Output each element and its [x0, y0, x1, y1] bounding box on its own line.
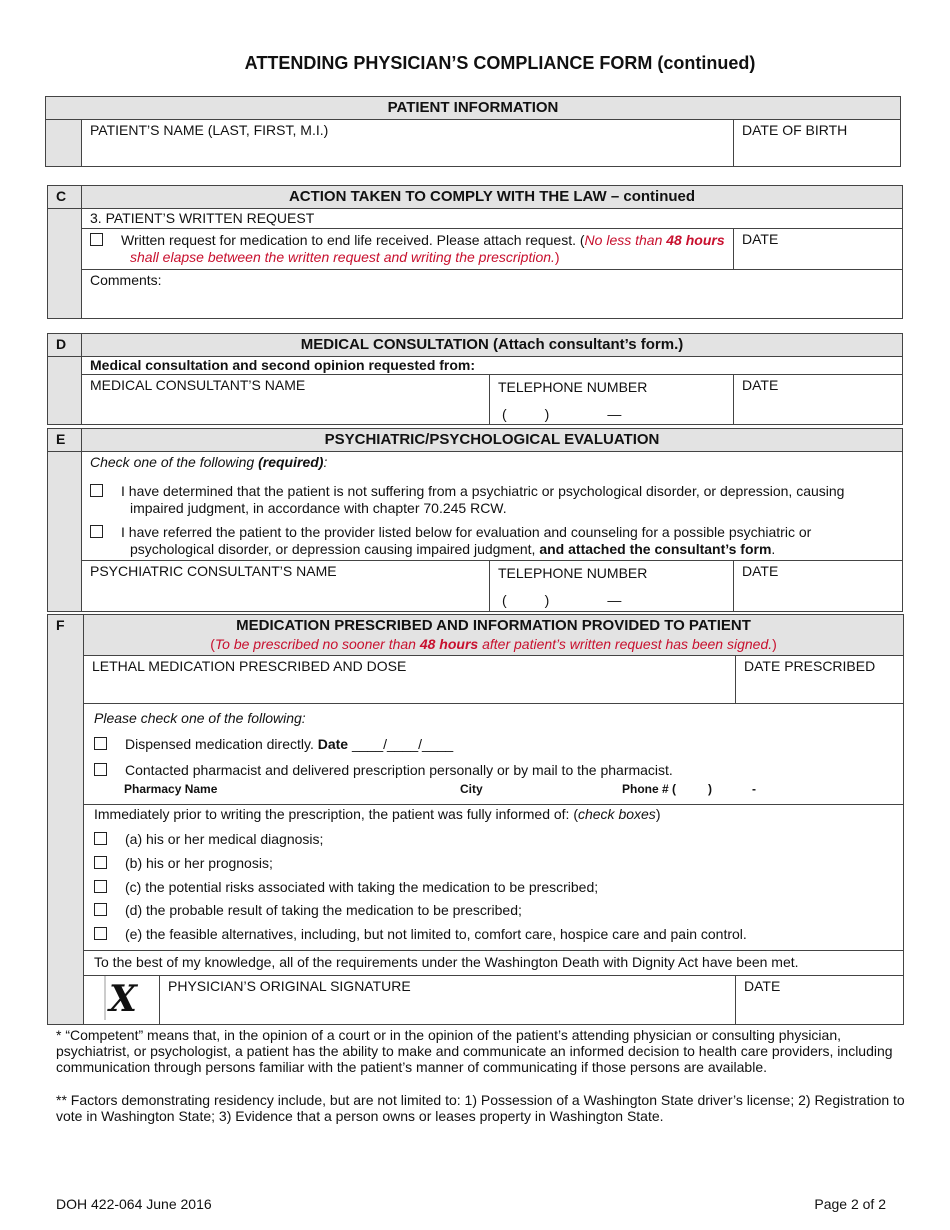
signature-mark-cell [84, 976, 160, 1025]
section-f-subtitle: (To be prescribed no sooner than 48 hours after patient’s written request has been signed.) [210, 636, 777, 652]
informed-item: (c) the potential risks associated with taking the medication to be prescribed; [94, 879, 893, 896]
psychiatric-consultant-date-field[interactable] [734, 560, 903, 611]
date-of-birth-label: DATE OF BIRTH [742, 122, 848, 138]
not-suffering-checkbox[interactable] [90, 484, 103, 497]
informed-item: (b) his or her prognosis; [94, 855, 893, 872]
psychiatric-consultant-phone-field[interactable] [490, 560, 734, 611]
date-label: DATE [744, 978, 781, 995]
date-label: DATE [742, 230, 779, 247]
referred-text: I have referred the patient to the provider listed below for evaluation and counseling for a possible psychiatric or psychological disorder, or depression causing impaired judgment, and attached the consultant’s form. [121, 524, 812, 558]
dispensed-checkbox[interactable] [94, 737, 107, 750]
pharmacy-phone-close: ) [708, 782, 712, 797]
section-spacer [48, 452, 82, 612]
physician-signature-field[interactable] [160, 976, 736, 1025]
evaluation-instruction: Check one of the following (required): [90, 454, 328, 470]
informed-item: (e) the feasible alternatives, including, but not limited to, comfort care, hospice care and pain control. [94, 926, 893, 943]
patient-name-field[interactable] [82, 120, 734, 167]
written-request-checkbox[interactable] [90, 233, 103, 246]
telephone-template: ( ) — [502, 405, 622, 422]
section-f-title: MEDICATION PRESCRIBED AND INFORMATION PROVIDED TO PATIENT [236, 617, 751, 634]
referred-checkbox[interactable] [90, 525, 103, 538]
medical-consultant-name-label: MEDICAL CONSULTANT’S NAME [90, 376, 306, 393]
page-title: ATTENDING PHYSICIAN’S COMPLIANCE FORM (continued) [244, 53, 756, 73]
attestation: To the best of my knowledge, all of the requirements under the Washington Death with Dignity Act have been met. [84, 951, 904, 976]
competent-note: * “Competent” means that, in the opinion of a court or in the opinion of the patient’s attending physician or consulting physician, psychiatrist, or psychologist, a patient has the ability to make and communicate an informed decision to health care providers, including communication through persons familiar with the patient’s manner of communicating if those persons are available. [56, 1027, 893, 1075]
section-c-header: ACTION TAKEN TO COMPLY WITH THE LAW – continued [82, 186, 903, 209]
signature-date-field[interactable] [736, 976, 904, 1025]
informed-checkbox-e[interactable] [94, 927, 107, 940]
pharmacy-name-label: Pharmacy Name [124, 782, 218, 797]
written-request-row [82, 228, 734, 269]
dispensed-text: Dispensed medication directly. Date ____/____/____ [125, 735, 454, 752]
informed-item: (d) the probable result of taking the medication to be prescribed; [94, 902, 893, 919]
section-spacer [46, 120, 82, 167]
written-request-date-field[interactable] [734, 228, 903, 269]
psychiatric-consultant-name-label: PSYCHIATRIC CONSULTANT’S NAME [90, 562, 337, 579]
date-prescribed-label: DATE PRESCRIBED [744, 657, 876, 674]
evaluation-options [82, 452, 903, 561]
signature-x-mark: X [109, 978, 137, 1021]
date-of-birth-field[interactable] [734, 120, 901, 167]
section-d-letter: D [48, 334, 82, 357]
section-e-letter: E [48, 429, 82, 452]
dispense-options [84, 703, 904, 804]
informed-checkbox-c[interactable] [94, 880, 107, 893]
written-request-text: Written request for medication to end life received. Please attach request. ( [121, 231, 585, 248]
pharmacy-details [94, 782, 893, 798]
patient-information-table [45, 96, 901, 167]
check-instruction: Please check one of the following: [94, 709, 306, 726]
lethal-medication-field[interactable] [84, 655, 736, 703]
section-f-table [47, 614, 904, 1025]
written-request-note: No less than 48 hours shall elapse between the written request and writing the prescription. [130, 231, 725, 265]
page-number: Page 2 of 2 [814, 1196, 886, 1212]
section-d-header: MEDICAL CONSULTATION (Attach consultant’s form.) [82, 334, 903, 357]
telephone-template: ( ) — [502, 591, 622, 608]
informed-checkbox-b[interactable] [94, 856, 107, 869]
date-label: DATE [742, 376, 779, 393]
telephone-label: TELEPHONE NUMBER [498, 378, 648, 395]
section-c-letter: C [48, 186, 82, 209]
date-prescribed-field[interactable] [736, 655, 904, 703]
medical-consultant-phone-field[interactable] [490, 374, 734, 425]
city-label: City [460, 782, 483, 797]
informed-checkbox-a[interactable] [94, 832, 107, 845]
section-f-header [84, 615, 904, 656]
consultation-requested-from: Medical consultation and second opinion requested from: [82, 357, 903, 375]
pharmacy-phone-dash: - [752, 782, 756, 797]
informed-section [84, 805, 904, 951]
medical-consultant-name-field[interactable] [82, 374, 490, 425]
section-e-table [47, 428, 903, 612]
psychiatric-consultant-name-field[interactable] [82, 560, 490, 611]
telephone-label: TELEPHONE NUMBER [498, 564, 648, 581]
patient-name-label: PATIENT’S NAME (LAST, FIRST, M.I.) [90, 122, 329, 138]
pharmacy-phone-label: Phone # ( [622, 782, 677, 797]
informed-instruction: Immediately prior to writing the prescription, the patient was fully informed of: (check boxes) [94, 806, 661, 823]
section-spacer [48, 357, 82, 425]
written-request-subheading: 3. PATIENT’S WRITTEN REQUEST [82, 209, 903, 229]
comments-label: Comments: [90, 271, 162, 288]
date-label: DATE [742, 562, 779, 579]
contacted-pharmacist-checkbox[interactable] [94, 763, 107, 776]
medical-consultant-date-field[interactable] [734, 374, 903, 425]
form-id: DOH 422-064 June 2016 [56, 1196, 212, 1212]
physician-signature-label: PHYSICIAN’S ORIGINAL SIGNATURE [168, 978, 411, 995]
not-suffering-text: I have determined that the patient is not suffering from a psychiatric or psychological disorder, or depression, causing impaired judgment, in accordance with chapter 70.245 RCW. [121, 482, 845, 516]
section-e-header: PSYCHIATRIC/PSYCHOLOGICAL EVALUATION [82, 429, 903, 452]
lethal-medication-label: LETHAL MEDICATION PRESCRIBED AND DOSE [92, 657, 407, 674]
contacted-pharmacist-text: Contacted pharmacist and delivered prescription personally or by mail to the pharmacist. [125, 762, 673, 779]
section-d-table [47, 333, 903, 425]
section-f-letter: F [48, 615, 84, 1025]
informed-item: (a) his or her medical diagnosis; [94, 831, 893, 848]
section-spacer [48, 209, 82, 319]
comments-field[interactable] [82, 269, 903, 318]
informed-checkbox-d[interactable] [94, 903, 107, 916]
written-request-close: ) [554, 248, 560, 265]
section-c-table [47, 185, 903, 319]
patient-information-header: PATIENT INFORMATION [46, 97, 901, 120]
residency-note: ** Factors demonstrating residency include, but are not limited to: 1) Possession of a Washington State driver’s license; 2) Registration to vote in Washington State; 3) Evidence that a person owns or leases property in Washington State. [56, 1092, 905, 1124]
